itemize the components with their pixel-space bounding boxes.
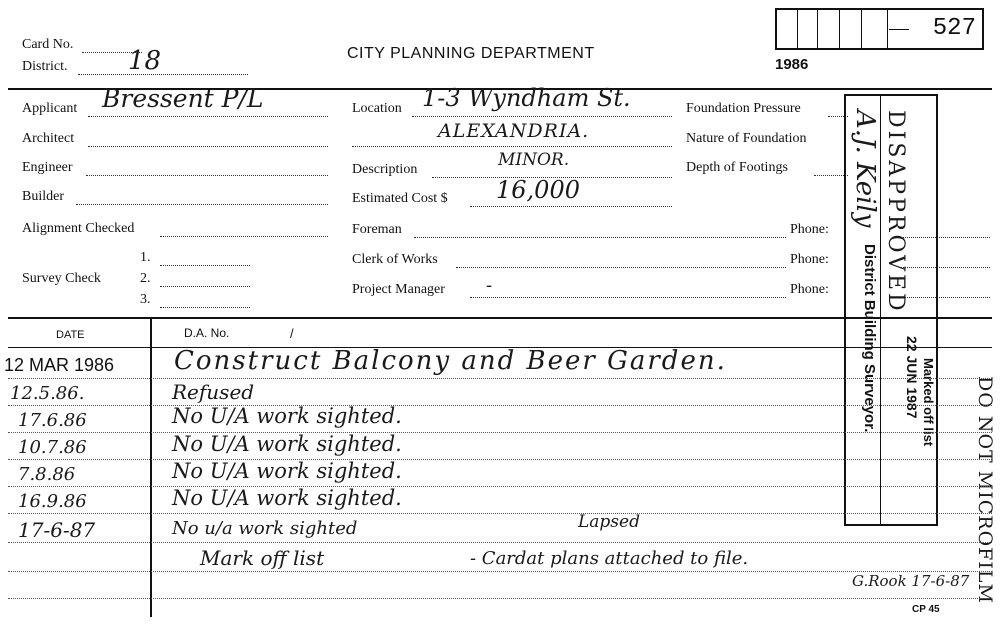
survey-item-3: 3. — [140, 292, 151, 307]
stamp-disapproved: DISAPPROVED — [883, 110, 908, 314]
location-value-1: 1-3 Wyndham St. — [422, 84, 631, 112]
location-label: Location — [352, 101, 402, 116]
stamp-date: 22 JUN 1987 — [904, 336, 920, 419]
entry-2-text: Refused — [172, 380, 255, 404]
entry-4-date: 10.7.86 — [18, 437, 87, 458]
district-value: 18 — [128, 46, 162, 76]
stamp-title: District Building Surveyor. — [861, 244, 878, 433]
plans-note: - Cardat plans attached to file. — [470, 548, 749, 569]
location-value-2: ALEXANDRIA. — [438, 120, 590, 142]
entry-1-date: 12 MAR 1986 — [4, 355, 115, 375]
entry-5-date: 7.8.86 — [18, 464, 76, 485]
entry-7-text: No u/a work sighted — [172, 518, 358, 539]
entry-2-date: 12.5.86. — [10, 383, 85, 404]
card-no-label: Card No. — [22, 37, 74, 52]
nature-of-foundation-label: Nature of Foundation — [686, 131, 807, 146]
entry-5-text: No U/A work sighted. — [172, 459, 402, 483]
builder-label: Builder — [22, 189, 64, 204]
mark-off-note: Mark off list — [200, 546, 325, 570]
district-label: District. — [22, 59, 68, 74]
phone-label-1: Phone: — [790, 222, 829, 237]
description-label: Description — [352, 162, 418, 177]
project-manager-label: Project Manager — [352, 282, 445, 297]
stamp-marked: Marked off list — [921, 358, 936, 447]
estimated-cost-label: Estimated Cost $ — [352, 191, 448, 206]
cp-code: CP 45 — [912, 604, 940, 615]
entry-4-text: No U/A work sighted. — [172, 432, 402, 456]
disapproved-stamp — [844, 94, 938, 526]
survey-item-1: 1. — [140, 250, 151, 265]
phone-label-2: Phone: — [790, 252, 829, 267]
clerk-label: Clerk of Works — [352, 252, 438, 267]
architect-label: Architect — [22, 131, 75, 146]
entry-1-text: Construct Balcony and Beer Garden. — [174, 346, 727, 376]
foreman-label: Foreman — [352, 222, 402, 237]
entry-3-date: 17.6.86 — [18, 410, 87, 431]
department-title: CITY PLANNING DEPARTMENT — [347, 45, 595, 62]
entry-6-text: No U/A work sighted. — [172, 486, 402, 510]
project-manager-value: - — [486, 275, 493, 296]
initials: G.Rook 17-6-87 — [852, 572, 970, 590]
applicant-value: Bressent P/L — [102, 84, 264, 113]
da-header: D.A. No. — [184, 326, 230, 340]
alignment-label: Alignment Checked — [22, 221, 135, 236]
do-not-microfilm: DO NOT MICROFILM — [974, 376, 996, 604]
year: 1986 — [775, 56, 809, 73]
engineer-label: Engineer — [22, 160, 73, 175]
entry-6-date: 16.9.86 — [18, 491, 87, 512]
description-value: MINOR. — [498, 150, 570, 170]
applicant-label: Applicant — [22, 101, 78, 116]
lapsed-note: Lapsed — [578, 512, 640, 532]
da-value: / — [290, 326, 294, 341]
phone-label-3: Phone: — [790, 282, 829, 297]
card-number-boxes — [775, 8, 984, 50]
date-header: DATE — [56, 329, 85, 341]
entry-3-text: No U/A work sighted. — [172, 404, 402, 428]
survey-item-2: 2. — [140, 271, 151, 286]
card-number: 527 — [932, 15, 976, 42]
survey-label: Survey Check — [22, 271, 101, 286]
entry-7-date: 17-6-87 — [18, 518, 96, 542]
depth-of-footings-label: Depth of Footings — [686, 160, 788, 175]
stamp-signature: A.J. Keily — [850, 110, 880, 228]
estimated-cost-value: 16,000 — [496, 176, 580, 204]
foundation-pressure-label: Foundation Pressure — [686, 101, 801, 116]
